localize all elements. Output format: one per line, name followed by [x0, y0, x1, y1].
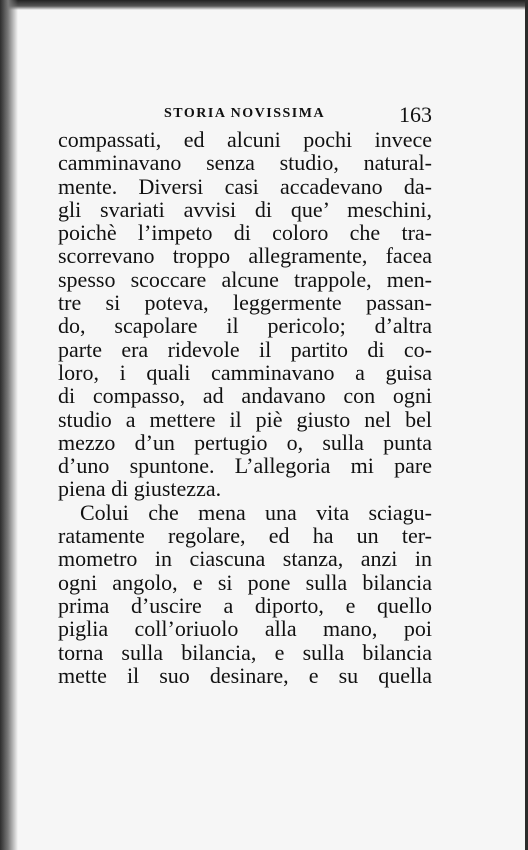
text-line: piglia coll’oriuolo alla mano, poi [58, 616, 432, 642]
page-number: 163 [399, 102, 432, 127]
text-line: mente. Diversi casi accadevano da- [58, 173, 432, 199]
text-line: scorrevano troppo allegramente, facea [58, 243, 432, 269]
page-binding-shadow [0, 0, 18, 850]
text-line: poichè l’impeto di coloro che tra- [58, 220, 432, 246]
text-line: loro, i quali camminavano a guisa [58, 359, 432, 385]
text-line: piena di giustezza. [58, 476, 222, 502]
text-line: spesso scoccare alcune trappole, men- [58, 266, 432, 292]
text-line: ogni angolo, e si pone sulla bilancia [58, 569, 432, 595]
page-header [164, 102, 432, 128]
text-line: do, scapolare il pericolo; d’altra [58, 313, 432, 339]
text-line: studio a mettere il piè giusto nel bel [58, 406, 432, 432]
paragraph-2 [58, 501, 432, 687]
text-line: d’uno spuntone. L’allegoria mi pare [58, 453, 432, 479]
text-line: camminavano senza studio, natural- [58, 150, 432, 176]
text-line: tre si poteva, leggermente passan- [58, 290, 432, 316]
text-line: mometro in ciascuna stanza, anzi in [58, 546, 432, 572]
paragraph-1 [58, 128, 432, 501]
text-line: mette il suo desinare, e su quella [58, 662, 432, 688]
text-line: di compasso, ad andavano con ogni [58, 383, 432, 409]
text-line: gli svariati avvisi di que’ meschini, [58, 196, 432, 222]
body-text [58, 128, 432, 687]
text-line: prima d’uscire a diporto, e quello [58, 592, 432, 618]
running-title: STORIA NOVISSIMA [164, 106, 326, 121]
text-line: mezzo d’un pertugio o, sulla punta [58, 429, 432, 455]
text-line: compassati, ed alcuni pochi invece [58, 127, 432, 152]
text-line: torna sulla bilancia, e sulla bilancia [58, 639, 432, 665]
text-line: parte era ridevole il partito di co- [58, 336, 432, 362]
text-line: ratamente regolare, ed ha un ter- [58, 523, 432, 549]
page-top-shadow [0, 0, 528, 10]
text-line: Colui che mena una vita sciagu- [80, 499, 432, 525]
